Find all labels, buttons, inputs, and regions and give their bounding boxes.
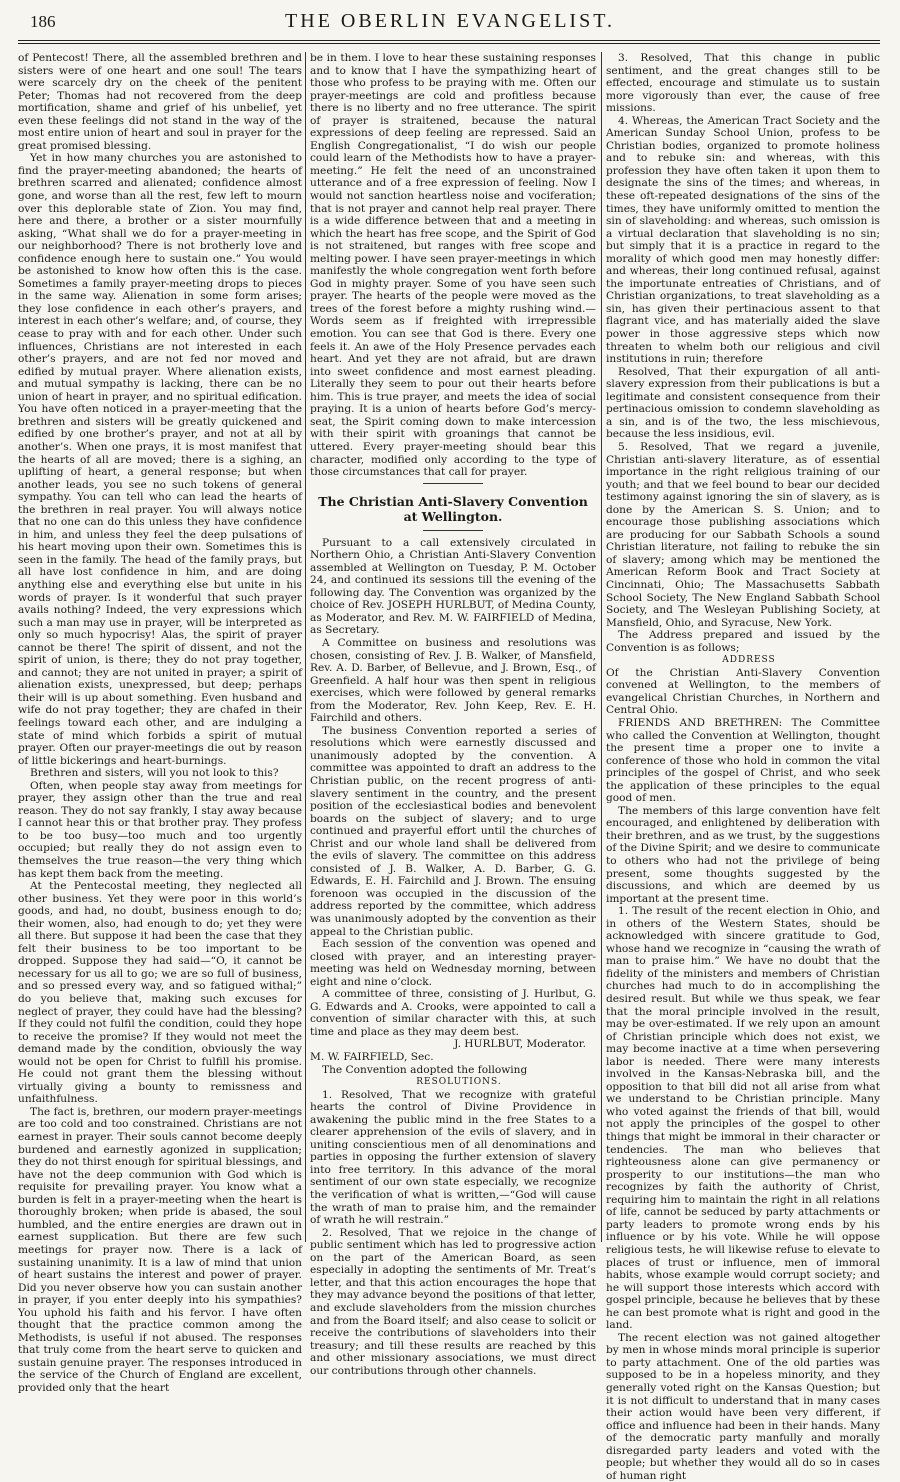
- column-3: [606, 52, 880, 1482]
- section-title: The Christian Anti-Slavery Convention at Wellington.: [318, 493, 588, 524]
- resolution: 4. Whereas, the American Tract Society and the American Sunday School Union, profess to be Christian bodies, organized to promote holiness and to rebuke sin: and whereas, with this profession they have often taken it upon them to designate the sins of the times; and whereas, in these oft-repeated designations of the sins of the times, they have uniformly omitted to mention the sin of slaveholding: and whereas, such omission is a virtual declaration that slaveholding is no sin; but simply that it is a practice in regard to the morality of which good men may honestly differ: and whereas, their long continued refusal, against the importunate entreaties of Christians, and of Christian organizations, to treat slaveholding as a sin, has given their pertinacious assent to that flagrant vice, and has materially aided the slave power in those aggressive steps which now threaten to whelm both our religious and civil institutions in ruin; therefore: [606, 114, 880, 366]
- paragraph: The Address prepared and issued by the Convention is as follows;: [606, 629, 880, 654]
- column-1: [18, 52, 302, 1394]
- address-heading: ADDRESS: [722, 655, 776, 666]
- resolution: 3. Resolved, That this change in public sentiment, and the great changes still to be effected, encourage and stimulate us to sustain more vigorously than ever, the cause of free missions.: [606, 52, 880, 115]
- header-rule-bottom: [18, 43, 880, 44]
- paragraph: FRIENDS AND BRETHREN: The Committee who called the Convention at Wellington, thought the present time a proper one to invite a conference of those who hold in common the vital principles of the gospel of Christ, and who seek the application of these principles to the equal good of men.: [606, 716, 880, 805]
- paragraph: be in them. I love to hear these sustaining responses and to know that I have the sympathizing heart of those who profess to be praying with me. Often our prayer-meetings are cold and profitless because there is no liberty and no free utterance. The spirit of prayer is straitened, because the natural expressions of deep feeling are repressed. Said an English Congregationalist, “I do wish our people could learn of the Methodists how to have a prayer-meeting.” He felt the need of an unconstrained utterance and of a free expression of feeling. Now I would not sanction heartless noise and vociferation; that is not prayer and cannot help real prayer. There is a wide difference between that and a meeting in which the heart has free scope, and the Spirit of God is not straitened, but ranges with free scope and melting power. I have seen prayer-meetings in which manifestly the whole congregation went forth before God in mighty prayer. Some of you have seen such prayer. The hearts of the people were moved as the trees of the forest before a mighty rushing wind.—Words seem as if freighted with irrepressible emotion. You can see that God is there. Every one feels it. An awe of the Holy Presence pervades each heart. And yet they are not afraid, but are drawn into sweet confidence and most earnest pleading. Literally they seem to pour out their hearts before him. This is true prayer, and meets the idea of social praying. It is a union of hearts before God’s mercy-seat, the Spirit coming down to make intercession with their spirit with groanings that cannot be uttered. Every prayer-meeting should bear this character, modified only according to the type of those circumstances that call for prayer.: [310, 52, 596, 479]
- column-2: [310, 52, 596, 1377]
- address-subtitle: Of the Christian Anti-Slavery Convention convened at Wellington, to the members of evangelical Christian Churches, in Northern and Central Ohio.: [606, 666, 880, 717]
- secretary-signature: M. W. FAIRFIELD, Sec.: [310, 1051, 434, 1064]
- column-divider: [305, 52, 306, 1242]
- resolution: 1. Resolved, That we recognize with grateful hearts the control of Divine Providence in awakening the public mind in the free States to a clearer apprehension of the evils of slavery, and in uniting conscientious men of all denominations and parties in opposing the further extension of slavery into free territory. In this advance of the moral sentiment of our own state especially, we recognize the verification of what is written,—“God will cause the wrath of man to praise him, and the remainder of wrath he will restrain.”: [310, 1088, 596, 1227]
- paragraph: A Committee on business and resolutions was chosen, consisting of Rev. J. B. Walker, of Mansfield, Rev. A. D. Barber, of Bellevue, and J. Brown, Esq., of Greenfield. A half hour was then spent in religious exercises, which were followed by general remarks from the Moderator, Rev. John Keep, Rev. E. H. Fairchild and others.: [310, 636, 596, 725]
- paragraph: The recent election was not gained altogether by men in whose minds moral principle is superior to party attachment. One of the old parties was supposed to be in a hopeless minority, and they generally voted right on the Kansas Question; but it is not difficult to understand that in many cases their action would have been very different, if office and influence had been in their hands. Many of the democratic party manfully and morally disregarded party leaders and voted with the people; but whether they would all do so in cases of human right: [606, 1331, 880, 1482]
- paragraph: Yet in how many churches you are astonished to find the prayer-meeting abandoned; the hearts of brethren scarred and alienated; confidence almost gone, and worse than all the rest, few left to mourn over this deplorable state of Zion. You may find, here and there, a brother or a sister mournfully asking, “What shall we do for a prayer-meeting in our neighborhood? There is not brotherly love and confidence enough here to sustain one.” You would be astonished to know how often this is the case. Sometimes a family prayer-meeting drops to pieces in the same way. Alienation in some form arises; they lose confidence in each other’s prayers, and interest in each other’s welfare; and, of course, they cease to pray with and for each other. Under such influences, Christians are not interested in each other’s prayers, and are not fed nor moved and edified by mutual prayer. Where alienation exists, and mutual sympathy is lacking, there can be no union of heart in prayer, and no spiritual edification. You have often noticed in a prayer-meeting that the brethren and sisters will be greatly quickened and edified by one brother’s prayer, and not at all by another’s. When one prays, it is most manifest that the hearts of all are moved; there is a sighing, an uplifting of heart, a general response; but when another leads, you see no such tokens of general sympathy. You can tell who can lead the hearts of the brethren in real prayer. You will always notice that no one can do this unless they have confidence in him, and unless they feel the deep pulsations of his heart moving upon their own. Sometimes this is seen in the family. The head of the family prays, but all have lost confidence in him, and are doing anything else and everything else but unite in his words of prayer. Is it wonderful that such prayer avails nothing? Indeed, the very expressions which such a man may use in prayer, will be interpreted as only so much hypocrisy! Alas, the spirit of prayer cannot be there! The spirit of dissent, and not the spirit of union, is there; they do not pray together, and cannot; they are not united in prayer; a spirit of alienation exists, unexpressed, but deep; perhaps their will is up about something. Even husband and wife do not pray together; they are chafed in their feelings toward each other, and are indulging a state of mind which forbids a spirit of mutual prayer. Often our prayer-meetings die out by reason of little bickerings and heart-burnings.: [18, 152, 302, 767]
- article-columns: [18, 52, 880, 1482]
- paragraph: Brethren and sisters, will you not look to this?: [30, 767, 279, 780]
- paragraph: At the Pentecostal meeting, they neglected all other business. Yet they were poor in this world’s goods, and had, no doubt, business enough to do; their women, also, had enough to do; yet they were all there. But suppose it had been the case that they felt their business to be too important to be dropped. Suppose they had said—“O, it cannot be necessary for us all to go; we are so full of business, and so pressed every way, and so fatigued withal;” do you believe that, making such excuses for neglect of prayer, they could have had the blessing? If they could not fulfil the condition, could they hope to receive the promise? If they would not meet the demand made by the condition, obviously the way would not be open for Christ to fulfill his promise. He could not grant them the blessing without virtually giving a bounty to remissness and unfaithfulness.: [18, 880, 302, 1106]
- paragraph: Each session of the convention was opened and closed with prayer, and an interesting prayer-meeting was held on Wednesday morning, between eight and nine o’clock.: [310, 938, 596, 988]
- paragraph: The fact is, brethren, our modern prayer-meetings are too cold and too constrained. Christians are not earnest in prayer. Their souls cannot become deeply burdened and earnestly agonized in supplication; they do not thirst enough for spiritual blessings, and have not the deep communion with God which is requisite for prevailing prayer. You know what a burden is felt in a prayer-meeting when the heart is thoroughly broken; when pride is abased, the soul humbled, and the entire energies are drawn out in earnest supplication. But there are few such meetings for prayer now. There is a lack of sustaining unanimity. It is a law of mind that union of heart sustains the interest and power of prayer. Did you never observe how you can sustain another in prayer, if you enter deeply into his sympathies? You uphold his faith and his fervor. I have often thought that the practice common among the Methodists, is useful if not abused. The responses that truly come from the heart serve to quicken and sustain genuine prayer. The responses introduced in the service of the Church of England are excellent, provided only that the heart: [18, 1105, 302, 1394]
- masthead-title: THE OBERLIN EVANGELIST.: [285, 10, 615, 32]
- header-rule-top: [18, 40, 880, 41]
- paragraph: The Convention adopted the following: [322, 1063, 528, 1076]
- paragraph: of Pentecost! There, all the assembled brethren and sisters were of one heart and one soul! The tears were scarcely dry on the cheek of the penitent Peter; Thomas had not recovered from the deep mortification, shame and grief of his unbelief, yet even these feelings did not stand in the way of the most entire union of heart and soul in prayer for the great promised blessing.: [18, 52, 302, 152]
- paragraph: 1. The result of the recent election in Ohio, and in others of the Western States, should be acknowledged with sincere gratitude to God, whose hand we recognize in “causing the wrath of man to praise him.” We have no doubt that the fidelity of the ministers and members of Christian churches had much to do in accomplishing the desired result. But while we thus speak, we fear that the moral principle involved in the result, may be over-estimated. If we rely upon an amount of Christian principle which does not exist, we may become inactive at a time when persevering labor is needed. There were many interests involved in the Kansas-Nebraska bill, and the opposition to that bill did not all arise from what we understand to be Christian principle. Many who voted against the friends of that bill, would not apply the principles of the gospel to other things that might be immoral in their character or tendencies. The man who believes that righteousness alone can give permanency or prosperity to our institutions—the man who recognizes by faith the authority of Christ, requiring him to maintain the right in all relations of life, cannot be seduced by party attachments or party leaders to promote wrong ends by his influence or by his vote. While he will oppose religious tests, he will likewise refuse to elevate to places of trust or influence, men of immoral habits, whose example would corrupt society; and he will support those interests which accord with gospel principle, because he believes that by these he can best promote what is right and good in the land.: [606, 905, 880, 1332]
- paragraph: Pursuant to a call extensively circulated in Northern Ohio, a Christian Anti-Slavery Convention assembled at Wellington on Tuesday, P. M. October 24, and continued its sessions till the evening of the following day. The Convention was organized by the choice of Rev. JOSEPH HURLBUT, of Medina County, as Moderator, and Rev. M. W. FAIRFIELD of Medina, as Secretary.: [310, 536, 596, 637]
- resolutions-heading: RESOLUTIONS.: [416, 1077, 502, 1088]
- moderator-signature: J. HURLBUT, Moderator.: [454, 1038, 586, 1051]
- paragraph: The business Convention reported a series of resolutions which were earnestly discussed and unanimously adopted by the convention. A committee was appointed to draft an address to the Christian public, on the recent progress of anti-slavery sentiment in the country, and the present position of the ecclesiastical bodies and benevolent boards on the subject of slavery; and to urge continued and prayerful effort until the churches of Christ and our whole land shall be delivered from the evils of slavery. The committee on this address consisted of J. B. Walker, A. D. Barber, G. G. Edwards, E. H. Fairchild and J. Brown. The ensuing forenoon was occupied in the discussion of the address reported by the committee, which address was unanimously adopted by the convention as their appeal to the Christian public.: [310, 724, 596, 938]
- section-divider: [423, 483, 483, 484]
- resolution: 5. Resolved, That we regard a juvenile, Christian anti-slavery literature, as of essential importance in the right religious training of our youth; and that we feel bound to bear our decided testimony against ignoring the sin of slavery, as is done by the American S. S. Union; and to encourage those publishing associations which are producing for our Sabbath Schools a sound Christian literature, not failing to rebuke the sin of slavery; among which may be mentioned the American Reform Book and Tract Society at Cincinnati, Ohio; The Massachusetts Sabbath School Society, The New England Sabbath School Society, and The Wesleyan Publishing Society, at Mansfield, Ohio, and Syracuse, New York.: [606, 440, 880, 629]
- page-number: 186: [30, 12, 56, 31]
- paragraph: A committee of three, consisting of J. Hurlbut, G. G. Edwards and A. Crooks, were appointed to call a convention of similar character with this, at such time and place as they may deem best.: [310, 988, 596, 1038]
- paragraph: The members of this large convention have felt encouraged, and enlightened by deliberation with their brethren, and as we trust, by the suggestions of the Divine Spirit; and we desire to communicate to others who had not the privilege of being present, some thoughts suggested by the discussions, and which are deemed by us important at the present time.: [606, 804, 880, 905]
- paragraph: Often, when people stay away from meetings for prayer, they assign other than the true and real reason. They do not say frankly, I stay away because I cannot hear this or that brother pray. They profess to be too busy—too much and too urgently occupied; but really they do not assign even to themselves the true reason—the very thing which has kept them back from the meeting.: [18, 779, 302, 880]
- column-divider: [601, 52, 602, 1242]
- section-divider: [423, 530, 483, 531]
- resolution: Resolved, That their expurgation of all anti-slavery expression from their publications is but a legitimate and consistent consequence from their pertinacious omission to condemn slaveholding as a sin, and is of the two, the less mischievous, because the less insidious, evil.: [606, 365, 880, 441]
- resolution: 2. Resolved, That we rejoice in the change of public sentiment which has led to progressive action on the part of the American Board, as seen especially in adopting the sentiments of Mr. Treat’s letter, and that this action encourages the hope that they may advance beyond the positions of that letter, and exclude slaveholders from the mission churches and from the Board itself; and also cease to solicit or receive the contributions of slaveholders into their treasury; and till these results are reached by this and other missionary associations, we must direct our contributions through other channels.: [310, 1226, 596, 1377]
